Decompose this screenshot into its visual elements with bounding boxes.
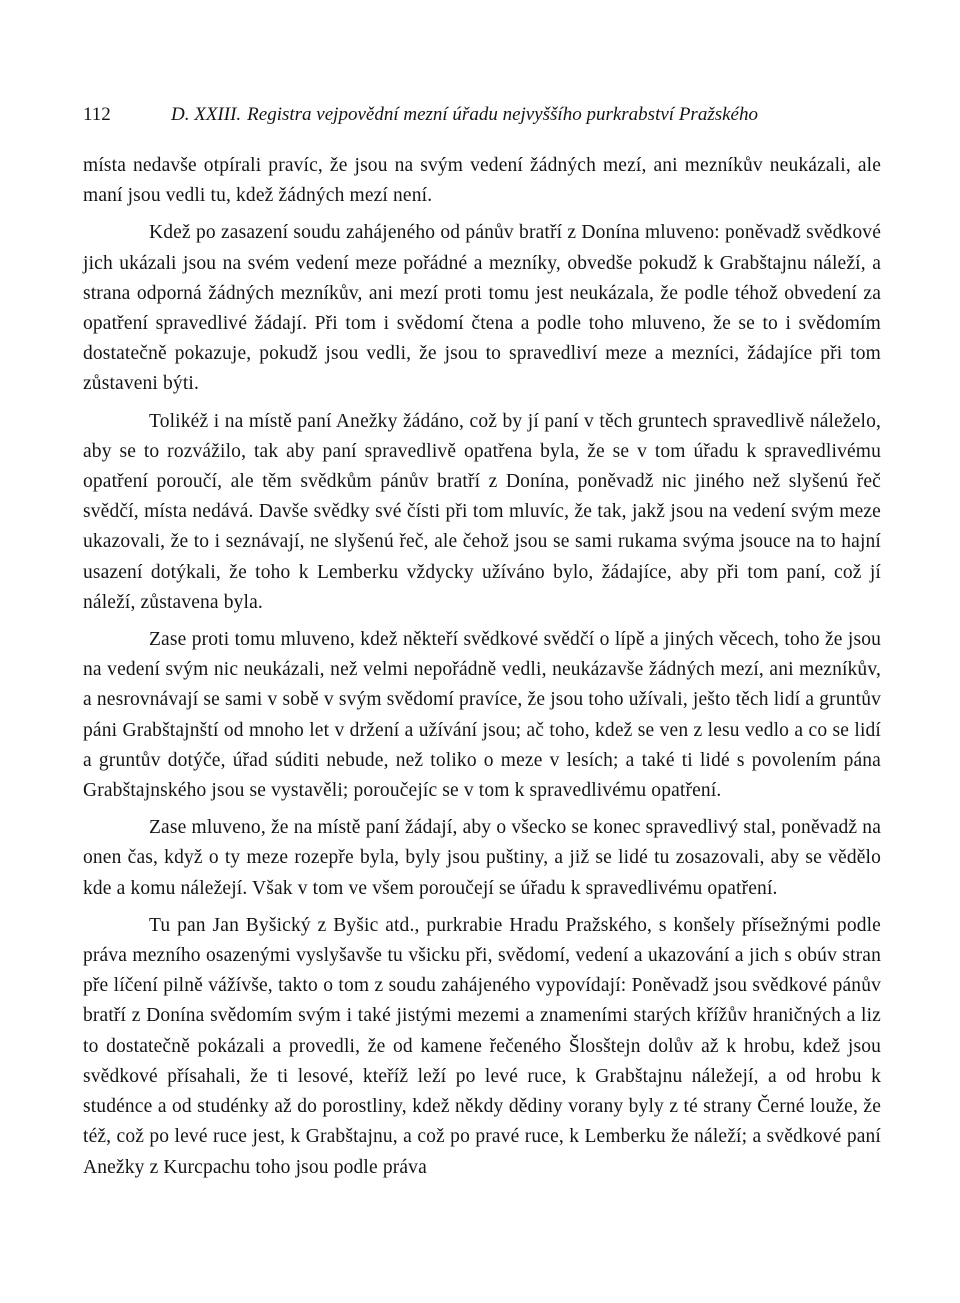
running-title: [171, 100, 758, 130]
running-head: [83, 100, 881, 130]
paragraph: Kdež po zasazení soudu zahájeného od pánův bratří z Donína mluveno: poněvadž svědkové jich ukázali jsou na svém vedení meze pořádné a mezníky, obvedše pokudž k Grabštajnu náleží, a strana odporná žádných mezníkův, ani mezí proti tomu jest neukázala, že podle téhož obvedení za opatření spravedlivé žádají. Při tom i svědomí čtena a podle toho mluveno, že se to i svědomím dostatečně pokazuje, pokudž jsou vedli, že jsou to spravedliví meze a mezníci, žádajíce při tom zůstaveni býti.: [83, 222, 881, 395]
section-label: D. XXIII.: [171, 104, 242, 125]
section-title: Registra vejpovědní mezní úřadu nejvyššího purkrabství Pražského: [247, 104, 758, 125]
book-page: [83, 100, 881, 1190]
paragraph: Tolikéž i na místě paní Anežky žádáno, což by jí paní v těch gruntech spravedlivě náleželo, aby se to rozvážilo, tak aby paní spravedlivě opatřena byla, že se v tom úřadu k spravedlivému opatření poroučí, ale těm svědkům pánův bratří z Donína, poněvadž nic jiného než slyšenú řeč svědčí, místa nedává. Davše svědky své čísti při tom mluvíc, že tak, jakž jsou na vedení svým meze ukazovali, že to i seznávají, ne slyšenú řeč, ale čehož jsou se sami rukama svýma jsouce na to hajní usazení dotýkali, že toho k Lemberku vždycky užíváno bylo, žádajíce, aby při tom paní, což jí náleží, zůstavena byla.: [83, 410, 881, 613]
paragraph: Zase proti tomu mluveno, kdež někteří svědkové svědčí o lípě a jiných věcech, toho že jsou na vedení svým nic neukázali, než velmi nepořádně vedli, neukázavše žádných mezí, ani mezníkův, a nesrovnávají se sami v sobě v svým svědomí pravíce, že jsou toho užívali, ješto těch lidí a gruntův páni Grabštajnští od mnoho let v držení a užívání jsou; ač toho, kdež se ven z lesu vedlo a co se lidí a gruntův dotýče, úřad súditi nebude, než toliko o meze v lesích; a také ti lidé s povolením pána Grabštajnského jsou se vystavěli; poroučejíc se v tom k spravedlivému opatření.: [83, 629, 881, 802]
paragraph-continued: místa nedavše otpírali pravíc, že jsou na svým vedení žádných mezí, ani mezníkův neukázali, ale maní jsou vedli tu, kdež žádných mezí není.: [83, 155, 881, 207]
paragraph: Zase mluveno, že na místě paní žádají, aby o všecko se konec spravedlivý stal, poněvadž na onen čas, když o ty meze rozepře byla, byly jsou puštiny, a již se lidé tu zosazovali, aby se vědělo kde a komu náležejí. Však v tom ve všem poroučejí se úřadu k spravedlivému opatření.: [83, 817, 881, 899]
paragraph: Tu pan Jan Byšický z Byšic atd., purkrabie Hradu Pražského, s konšely přísežnými podle práva mezního osazenými vyslyšavše tu všicku při, svědomí, vedení a ukazování a jich s obúv stran pře líčení pilně vážívše, takto o tom z soudu zahájeného vypovídají: Poněvadž jsou svědkové pánův bratří z Donína svědomím svým i také jistými mezemi a znameními starých křížův hraničných a liz to dostatečně pokázali a provedli, že od kamene řečeného Šlosštejn dolův až k hrobu, kdež jsou svědkové přísahali, že ti lesové, kteříž leží po levé ruce, k Grabštajnu náležejí, a od hrobu k studénce a od studénky až do porostliny, kdež někdy dědiny vorany byly z té strany Černé louže, že též, což po levé ruce jest, k Grabštajnu, a což po pravé ruce, k Lemberku že náleží; a svědkové paní Anežky z Kurcpachu toho jsou podle práva: [83, 914, 881, 1178]
body-text: [83, 151, 881, 1183]
page-number: 112: [83, 104, 111, 125]
